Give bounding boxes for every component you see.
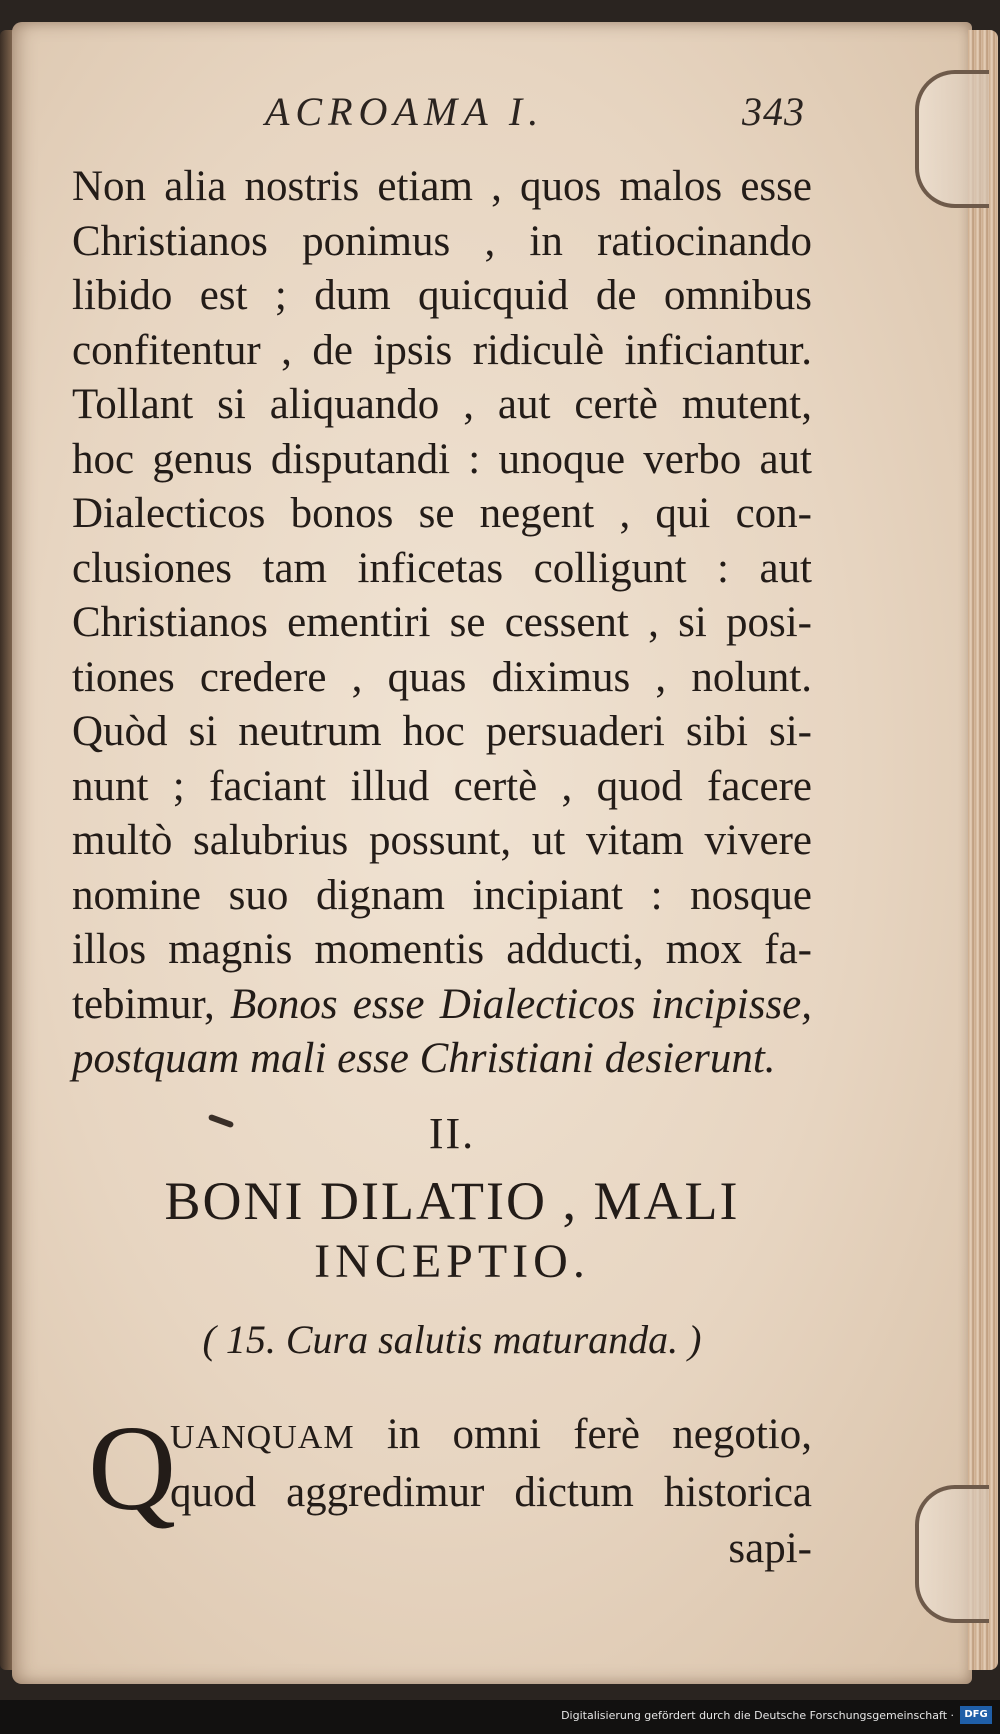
text-line xyxy=(170,1408,812,1466)
subtitle-text: Cura salutis maturanda. xyxy=(285,1317,679,1362)
running-header xyxy=(265,88,805,138)
drop-capital: Q xyxy=(88,1401,177,1536)
text-line: clusiones tam inficetas colligunt : aut xyxy=(72,544,812,592)
section-number: II. xyxy=(428,1109,476,1158)
text-line: Non alia nostris etiam , quos malos esse xyxy=(72,163,812,210)
text-line: illos magnis momentis adducti, mox fa- xyxy=(72,926,812,973)
subtitle-close: ) xyxy=(688,1317,702,1362)
text-line: Quòd si neutrum hoc persuaderi sibi si- xyxy=(72,708,812,755)
section-title-line2: INCEPTIO. xyxy=(314,1235,590,1288)
line-roman-part: tebimur, xyxy=(72,980,215,1028)
text-line: hoc genus disputandi : unoque verbo aut xyxy=(72,435,812,483)
text-line: confitentur , de ipsis ridiculè inficiantur. xyxy=(72,326,812,374)
text-line: libido est ; dum quicquid de omnibus xyxy=(72,272,812,319)
running-title: ACROAMA I. xyxy=(265,89,545,134)
text-line: Tollant si aliquando , aut certè mutent, xyxy=(72,381,812,428)
text-line: tiones credere , quas diximus , nolunt. xyxy=(72,653,812,701)
subtitle-number: ( 15. xyxy=(202,1317,276,1362)
section-title-line1: BONI DILATIO , MALI xyxy=(164,1171,740,1231)
italic-quote-line: postquam mali esse Christiani desierunt. xyxy=(72,1035,776,1082)
small-caps-word: UANQUAM xyxy=(170,1419,355,1456)
main-text xyxy=(72,160,812,1087)
text-line: nomine suo dignam incipiant : nosque xyxy=(72,871,812,919)
text-line: nunt ; faciant illud certè , quod facere xyxy=(72,762,812,810)
italic-quote-part: Bonos esse Dialecticos incipisse, xyxy=(230,980,813,1028)
footer-credit: Digitalisierung gefördert durch die Deutsche Forschungsgemeinschaft · xyxy=(561,1709,954,1722)
text-line: multò salubrius possunt, ut vitam vivere xyxy=(72,817,812,864)
catchword: sapi- xyxy=(728,1525,812,1572)
page-edges xyxy=(968,30,998,1670)
top-clasp xyxy=(915,70,989,208)
section-subtitle xyxy=(0,1316,904,1363)
dfg-logo: DFG xyxy=(960,1706,992,1724)
line-rest: in omni ferè negotio, xyxy=(386,1411,812,1458)
paragraph-two xyxy=(170,1408,812,1520)
text-line: Dialecticos bonos se negent , qui con- xyxy=(72,490,812,537)
page-number: 343 xyxy=(742,89,805,134)
bottom-clasp xyxy=(915,1485,989,1623)
text-line xyxy=(72,978,812,1033)
text-line: quod aggredimur dictum historica xyxy=(170,1468,812,1516)
text-line: Christianos ementiri se cessent , si posi- xyxy=(72,599,812,646)
text-line: Christianos ponimus , in ratiocinando xyxy=(72,217,812,265)
